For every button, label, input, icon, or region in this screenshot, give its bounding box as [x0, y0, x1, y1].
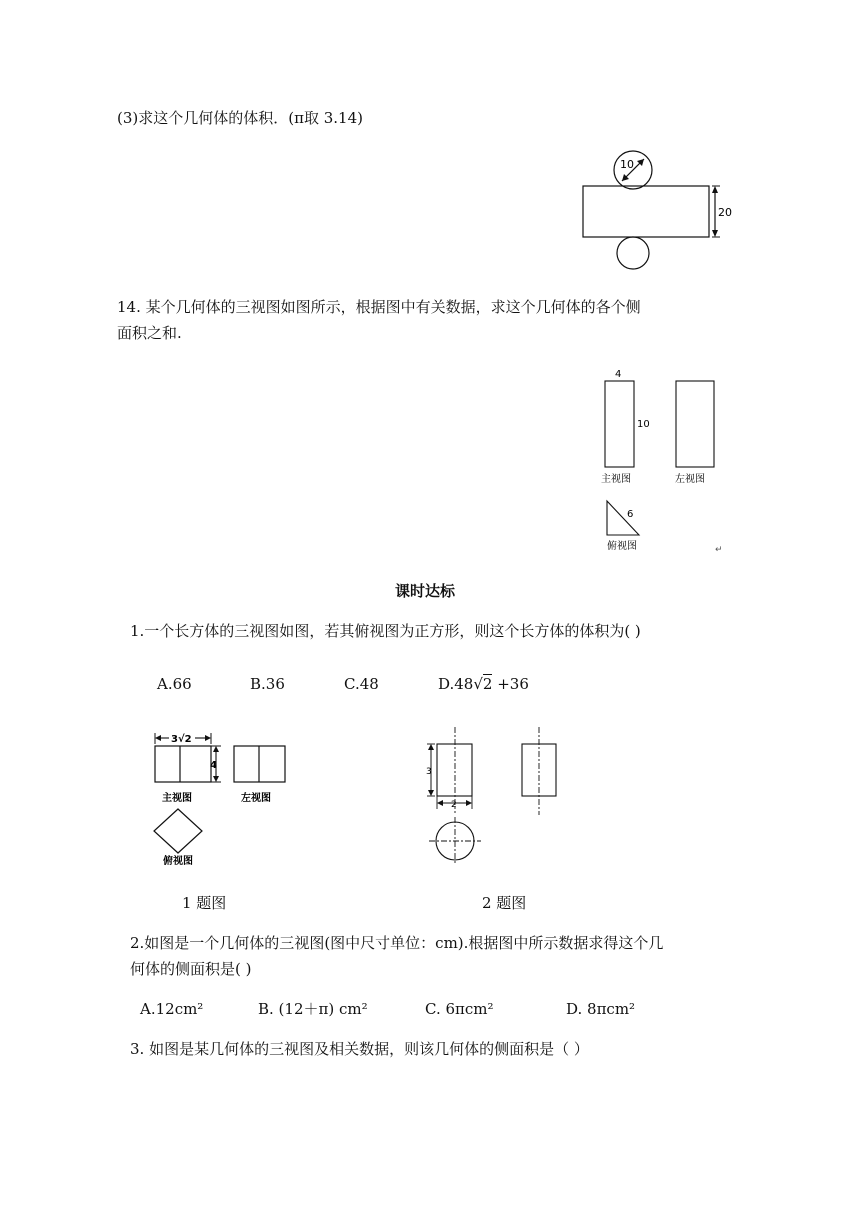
q1-left-caption: 左视图	[241, 793, 271, 804]
q1-option-c: C.48	[344, 675, 379, 693]
q14-height-label: 10	[637, 419, 650, 430]
cylinder-net-figure	[570, 146, 750, 276]
q14-three-view-figure	[595, 365, 735, 560]
q3-stem: 3. 如图是某几何体的三视图及相关数据，则该几何体的侧面积是（ ）	[130, 1040, 589, 1058]
q2-height-label: 3	[426, 767, 432, 777]
q14-line1: 14. 某个几何体的三视图如图所示，根据图中有关数据，求这个几何体的各个侧	[117, 298, 641, 316]
q2-option-c: C. 6πcm²	[425, 1000, 494, 1018]
q1-width-label: 3√2	[171, 734, 192, 745]
q14-line2: 面积之和.	[117, 324, 182, 342]
q1-option-b: B.36	[250, 675, 285, 693]
q1-figure-caption: 1 题图	[182, 894, 227, 912]
q14-top-label: 6	[627, 509, 634, 520]
q14-left-caption: 左视图	[675, 474, 705, 485]
q2-width-label: 2	[451, 800, 457, 810]
q14-width-label: 4	[615, 369, 622, 380]
section-title: 课时达标	[395, 582, 456, 600]
q2-option-b: B. (12＋π) cm²	[258, 1000, 368, 1018]
radical-sign-icon: √	[473, 675, 483, 693]
q1-stem: 1.一个长方体的三视图如图，若其俯视图为正方形，则这个长方体的体积为( )	[130, 622, 641, 640]
q2-option-a: A.12cm²	[140, 1000, 204, 1018]
q1-option-d-radicand: 2	[482, 675, 493, 693]
q1-option-d-prefix: D.48	[438, 675, 474, 693]
q1-option-d-suffix: +36	[492, 675, 529, 693]
return-mark: ↵	[715, 545, 723, 555]
q14-top-caption: 俯视图	[607, 541, 637, 552]
q13-part3-text: (3)求这个几何体的体积．(π取 3.14)	[117, 109, 363, 127]
q1-three-view-figure	[145, 722, 305, 872]
q1-height-label: 4	[210, 760, 217, 771]
q1-top-caption: 俯视图	[163, 856, 193, 867]
cylinder-diameter-label: 10	[620, 158, 634, 171]
q2-three-view-figure	[415, 725, 575, 865]
q1-option-a: A.66	[157, 675, 192, 693]
q2-option-d: D. 8πcm²	[566, 1000, 636, 1018]
q2-figure-caption: 2 题图	[482, 894, 527, 912]
q2-line2: 何体的侧面积是( )	[130, 960, 252, 978]
cylinder-height-label: 20	[718, 206, 732, 219]
q1-front-caption: 主视图	[162, 793, 192, 804]
q2-line1: 2.如图是一个几何体的三视图(图中尺寸单位：cm).根据图中所示数据求得这个几	[130, 934, 664, 952]
q14-front-caption: 主视图	[601, 474, 631, 485]
q1-option-d	[438, 671, 529, 697]
